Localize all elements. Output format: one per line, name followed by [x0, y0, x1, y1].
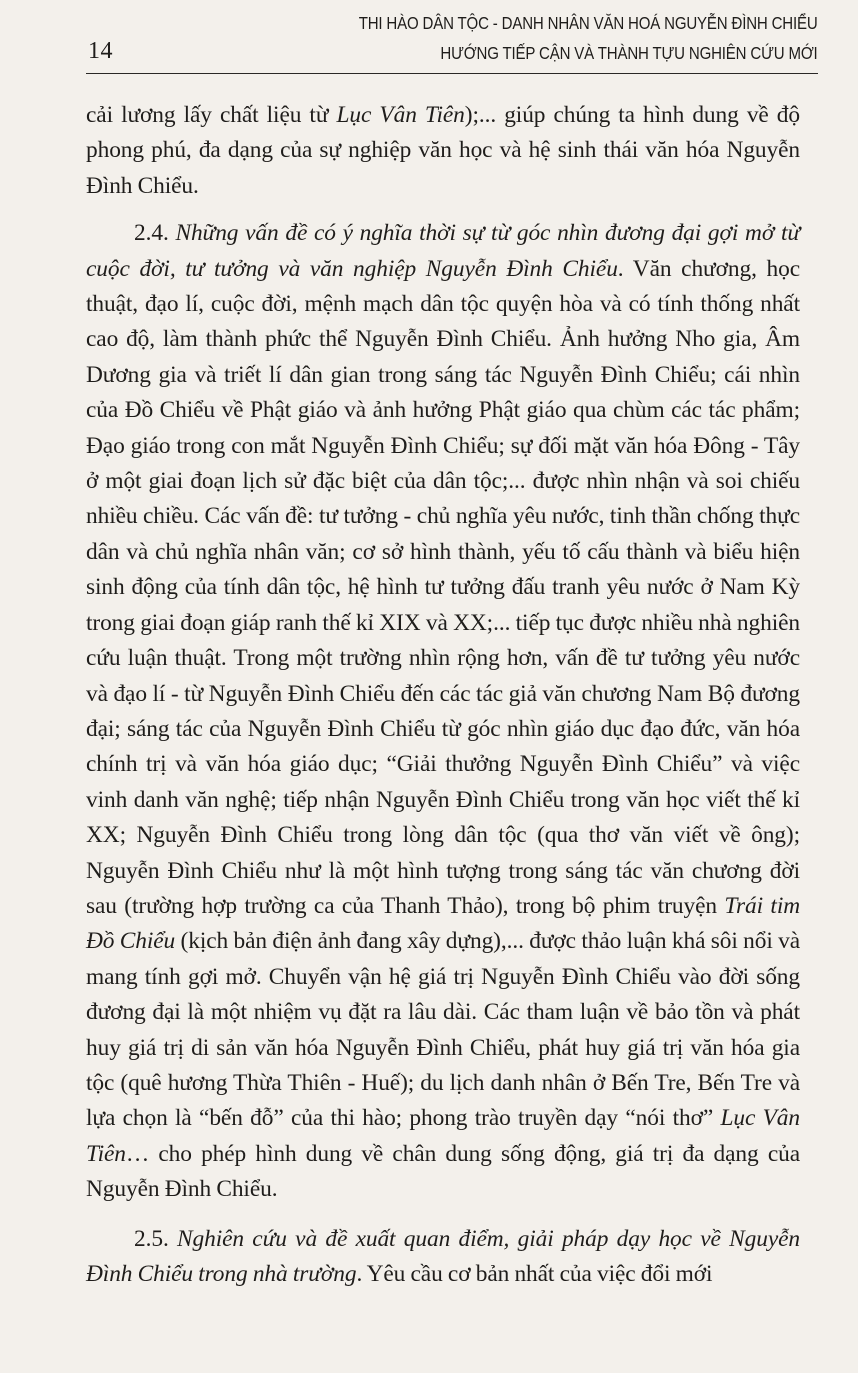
- work-title: Lục Vân Tiên: [86, 1105, 800, 1167]
- text-run: );... giúp chúng ta hình dung về độ phong phú, đa dạng của sự nghiệp văn học và hệ sinh thái văn hóa Nguyễn Đình Chiểu.: [86, 102, 800, 199]
- page-number: 14: [88, 38, 113, 64]
- running-head-line-2: HƯỚNG TIẾP CẬN VÀ THÀNH TỰU NGHIÊN CỨU MỚI: [440, 43, 818, 63]
- running-head: [359, 8, 818, 68]
- paragraph-continuation: [86, 98, 800, 204]
- header-rule: [86, 73, 818, 74]
- text-run: . Văn chương, học thuật, đạo lí, cuộc đời, mệnh mạch dân tộc quyện hòa và có tính thống nhất cao độ, làm thành phức thể Nguyễn Đình Chiểu. Ảnh hưởng Nho gia, Âm Dương gia và triết lí dân gian trong sáng tác Nguyễn Đình Chiểu; cái nhìn của Đồ Chiểu về Phật giáo và ảnh hưởng Phật giáo qua chùm các tác phẩm; Đạo giáo trong con mắt Nguyễn Đình Chiểu; sự đối mặt văn hóa Đông - Tây ở một giai đoạn lịch sử đặc biệt của dân tộc;... được nhìn nhận và soi chiếu nhiều chiều. Các vấn đề: tư tưởng - chủ nghĩa yêu nước, tinh thần chống thực dân và chủ nghĩa nhân văn; cơ sở hình thành, yếu tố cấu thành và biểu hiện sinh động của tính dân tộc, hệ hình tư tưởng đấu tranh yêu nước ở Nam Kỳ trong giai đoạn giáp ranh thế kỉ XIX và XX;... tiếp tục được nhiều nhà nghiên cứu luận thuật. Trong một trường nhìn rộng hơn, vấn đề tư tưởng yêu nước và đạo lí - từ Nguyễn Đình Chiểu đến các tác giả văn chương Nam Bộ đương đại; sáng tác của Nguyễn Đình Chiểu từ góc nhìn giáo dục đạo đức, văn hóa chính trị và văn hóa giáo dục; “Giải thưởng Nguyễn Đình Chiểu” và việc vinh danh văn nghệ; tiếp nhận Nguyễn Đình Chiểu trong văn học viết thế kỉ XX; Nguyễn Đình Chiểu trong lòng dân tộc (qua thơ văn viết về ông); Nguyễn Đình Chiểu như là một hình tượng trong sáng tác văn chương đời sau (trường hợp trường ca của Thanh Thảo), trong bộ phim truyện: [86, 255, 800, 919]
- body-text: [86, 98, 800, 1292]
- section-2-5-paragraph: [86, 1222, 800, 1293]
- work-title: Trái tim Đồ Chiểu: [86, 892, 801, 955]
- text-run: … cho phép hình dung về chân dung sống động, giá trị đa dạng của Nguyễn Đình Chiểu.: [86, 1140, 800, 1203]
- section-number: 2.4.: [134, 220, 176, 247]
- work-title: Lục Vân Tiên: [336, 102, 465, 128]
- page-header: [0, 0, 858, 80]
- text-run: . Yêu cầu cơ bản nhất của việc đổi mới: [356, 1261, 713, 1287]
- text-run: cải lương lấy chất liệu từ: [86, 102, 337, 128]
- section-number: 2.5.: [134, 1225, 178, 1252]
- section-heading: Nghiên cứu và đề xuất quan điểm, giải pháp dạy học về Nguyễn Đình Chiểu trong nhà trường: [86, 1225, 800, 1287]
- text-run: (kịch bản điện ảnh đang xây dựng),... được thảo luận khá sôi nổi và mang tính gợi mở. Chuyển vận hệ giá trị Nguyễn Đình Chiểu vào đời sống đương đại là một nhiệm vụ đặt ra lâu dài. Các tham luận về bảo tồn và phát huy giá trị di sản văn hóa Nguyễn Đình Chiểu, phát huy giá trị văn hóa gia tộc (quê hương Thừa Thiên - Huế); du lịch danh nhân ở Bến Tre, Bến Tre và lựa chọn là “bến đỗ” của thi hào; phong trào truyền dạy “nói thơ”: [86, 928, 800, 1132]
- running-head-line-1: THI HÀO DÂN TỘC - DANH NHÂN VĂN HOÁ NGUYỄN ĐÌNH CHIỂU: [359, 13, 818, 33]
- section-2-4-paragraph: [86, 216, 800, 1207]
- section-heading: Những vấn đề có ý nghĩa thời sự từ góc nhìn đương đại gợi mở từ cuộc đời, tư tưởng và văn nghiệp Nguyễn Đình Chiểu: [86, 220, 801, 282]
